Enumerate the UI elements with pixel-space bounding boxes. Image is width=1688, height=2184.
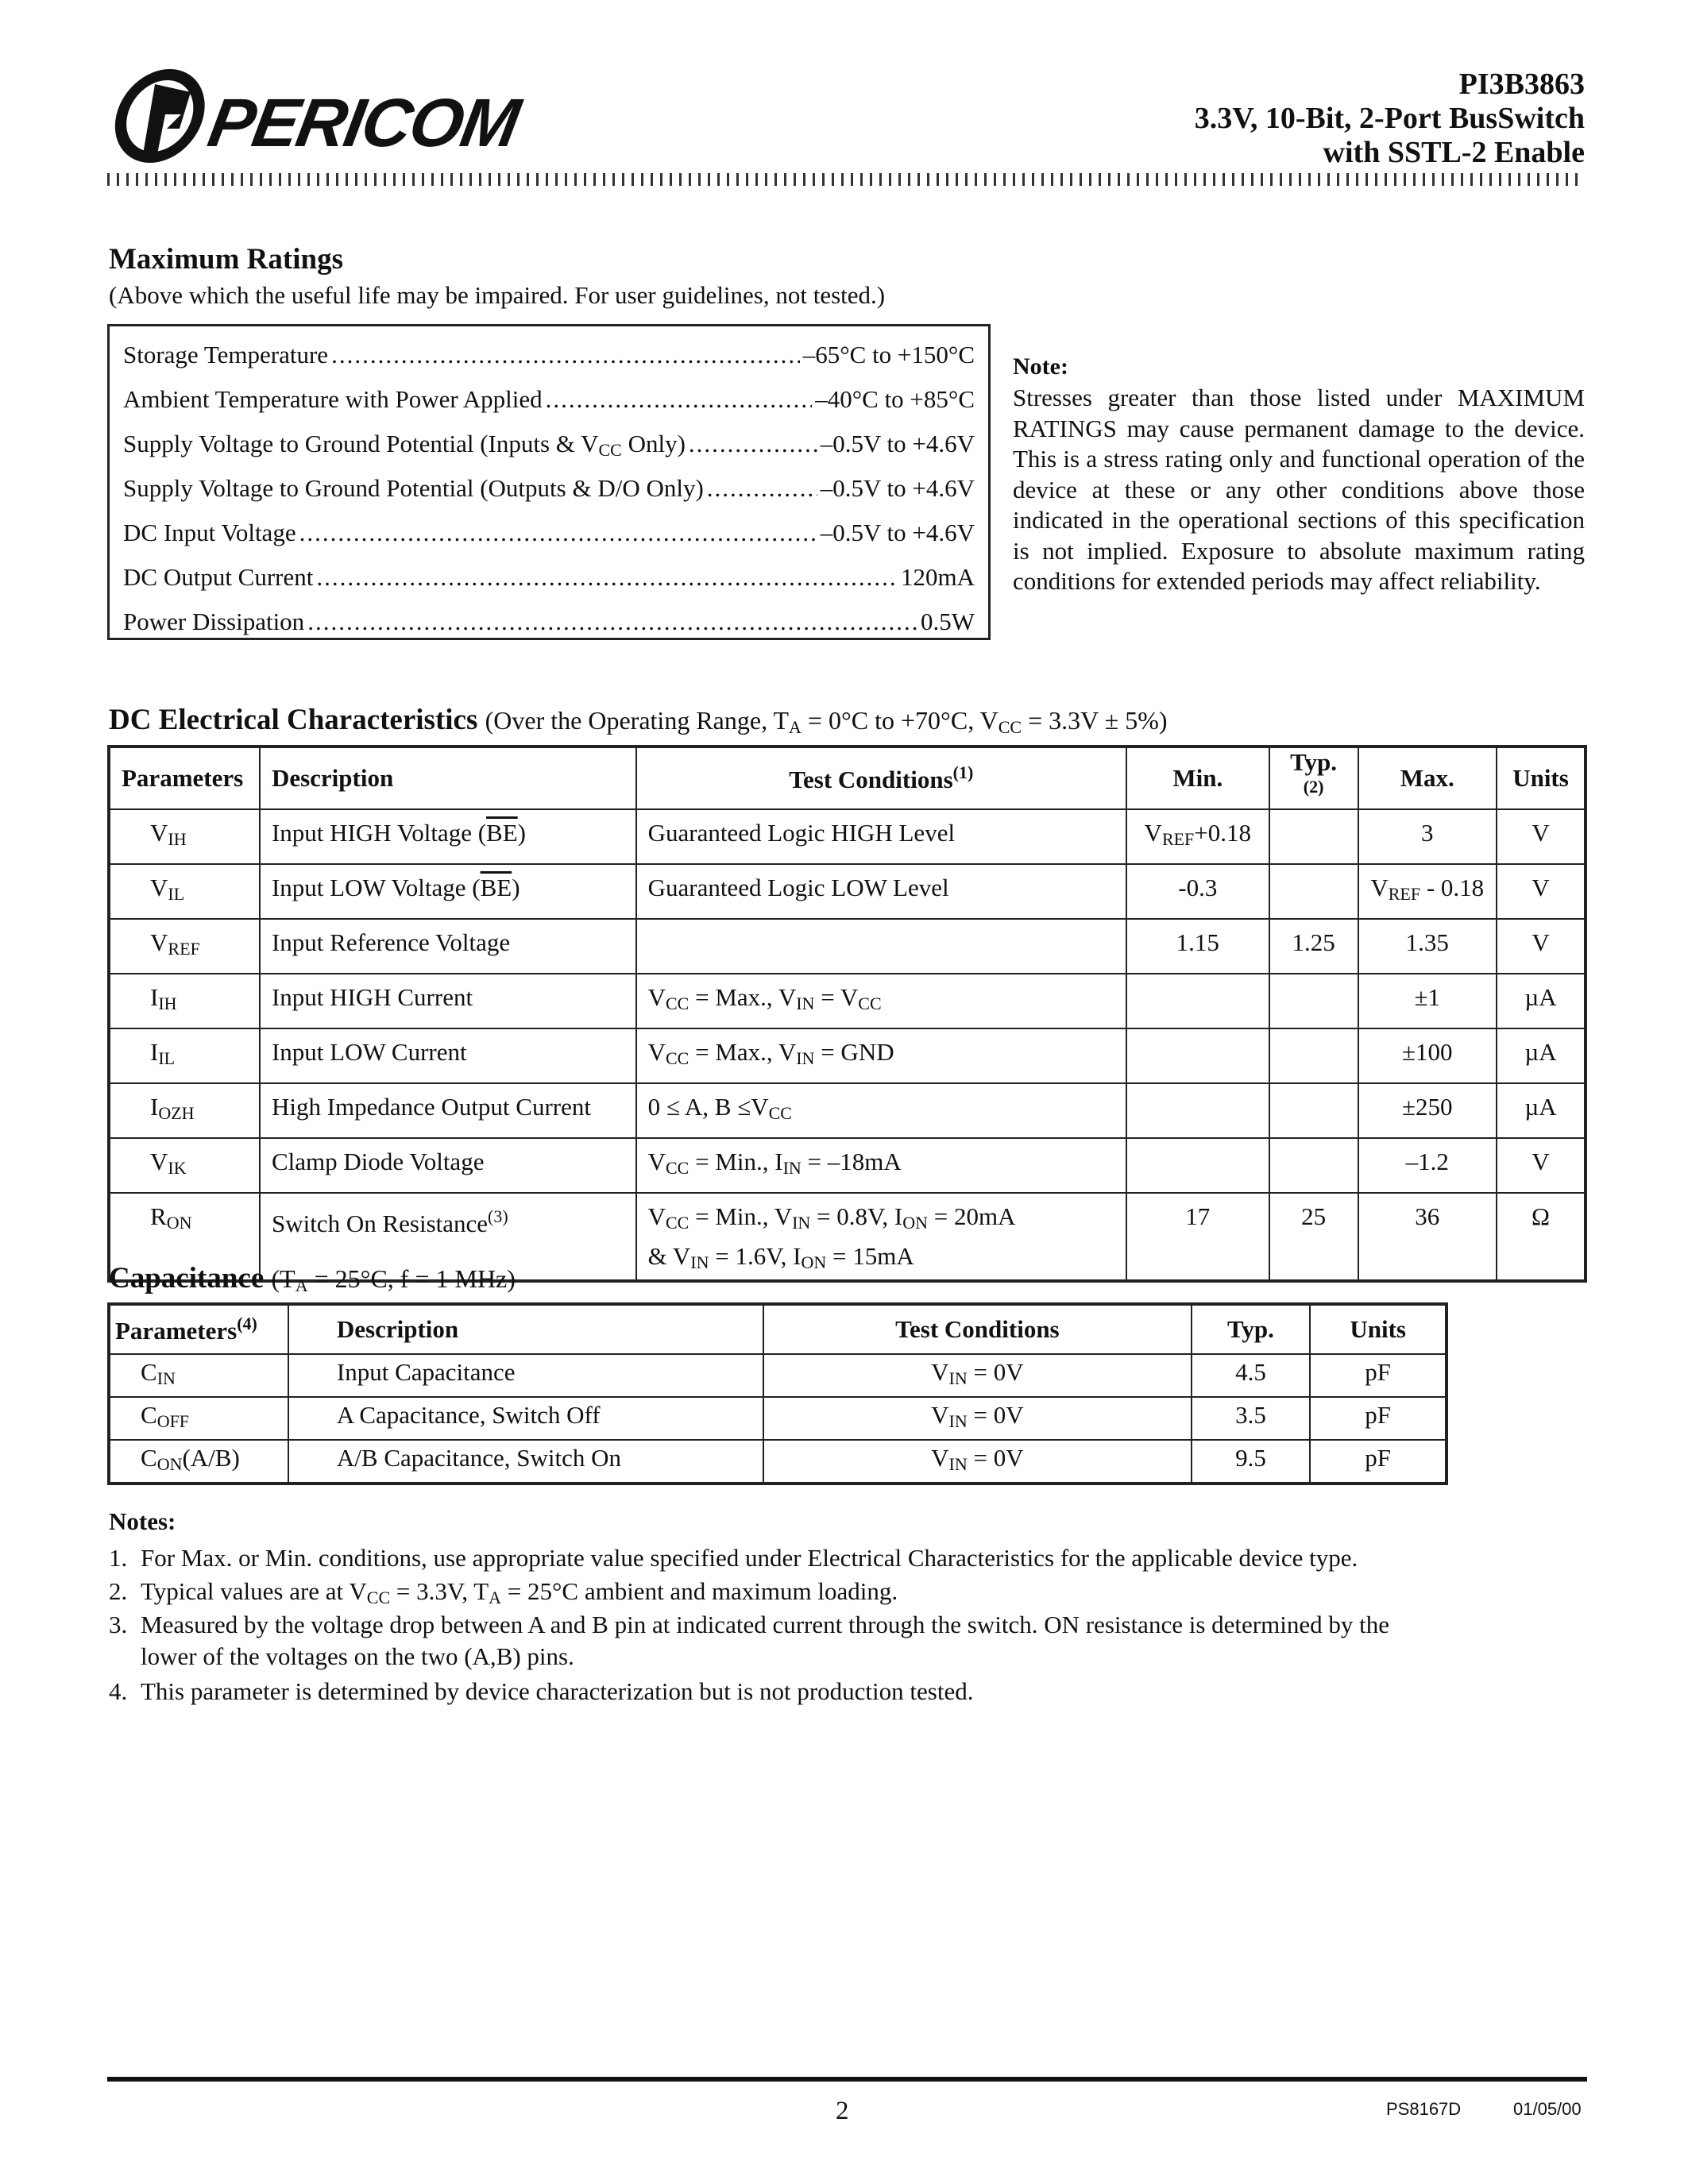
col-header-typ: Typ.: [1192, 1304, 1311, 1354]
description-cell: Input Capacitance: [288, 1354, 763, 1397]
document-date: 01/05/00: [1513, 2099, 1582, 2119]
description-cell: Input LOW Current: [260, 1028, 636, 1083]
rating-value: –65°C to +150°C: [802, 341, 975, 369]
param-cell: $V_{REF}$: [109, 919, 260, 974]
col-header-test-conditions: Test Conditions$^{(1)}$: [636, 747, 1126, 809]
description-cell: Clamp Diode Voltage: [260, 1138, 636, 1193]
max-cell: –1.2: [1358, 1138, 1497, 1193]
units-cell: pF: [1310, 1440, 1447, 1484]
footer-divider: [107, 2077, 1587, 2082]
col-header-units: Units: [1310, 1304, 1447, 1354]
rating-label: Supply Voltage to Ground Potential (Outputs & D/O Only): [123, 474, 704, 502]
typ-cell: [1269, 864, 1358, 919]
test-cell: $V_{CC}$ = Min., $I_{IN} = -18mA$: [636, 1138, 1126, 1193]
param-cell: $I_{OZH}$: [109, 1083, 260, 1138]
test-cell: $V_{CC}$ = Min., $V_{IN} = 0.8V$, $I_{ON} = 20mA$ & $V_{IN} = 1.6V$, $I_{ON} = 15mA$: [636, 1193, 1126, 1281]
table-row: [109, 864, 1586, 919]
doc-title-line1: 3.3V, 10-Bit, 2-Port BusSwitch: [1194, 102, 1585, 135]
col-header-parameters: Parameters: [109, 747, 260, 809]
note-item: 2. Typical values are at $V_{CC} = 3.3V$, $T_A = 25^\circ C$ ambient and maximum loading.: [109, 1577, 898, 1607]
description-cell: A/B Capacitance, Switch On: [288, 1440, 763, 1484]
brand-name: PERICOM: [203, 85, 524, 161]
test-cell: $V_{IN} = 0V$: [763, 1440, 1191, 1484]
col-header-max: Max.: [1358, 747, 1497, 809]
param-cell: $I_{IH}$: [109, 974, 260, 1028]
units-cell: V: [1497, 864, 1586, 919]
max-cell: $V_{REF} - 0.18$: [1358, 864, 1497, 919]
typ-cell: 25: [1269, 1193, 1358, 1281]
table-row: [109, 1440, 1447, 1484]
test-cell: $V_{IN} = 0V$: [763, 1397, 1191, 1440]
test-cell: 0 ≤ A, $B \le V_{CC}$: [636, 1083, 1126, 1138]
max-cell: 1.35: [1358, 919, 1497, 974]
max-cell: ±250: [1358, 1083, 1497, 1138]
rating-row: [123, 430, 975, 461]
rating-label: Ambient Temperature with Power Applied: [123, 385, 543, 413]
min-cell: -0.3: [1126, 864, 1269, 919]
ratings-note-text: Stresses greater than those listed under MAXIMUM RATINGS may cause permanent damage to the device. This is a stress rating only and functional operation of the device at these or any other conditions above those indicated in the operational sections of this specification is not implied. Exposure to absolute maximum rating conditions for extended periods may affect reliability.: [1013, 384, 1585, 595]
capacitance-title: Capacitance ($T_A = 25^\circ C$, f = 1 MHz): [109, 1262, 516, 1295]
note-item: 3. Measured by the voltage drop between A and B pin at indicated current through the switch. ON resistance is determined by the lower of the voltages on the two (A,B) pins.: [109, 1611, 1389, 1670]
dc-characteristics-title: DC Electrical Characteristics (Over the Operating Range, $T_A = 0^\circ C$ to +70°C, $V_{CC} = 3.3V \pm 5\%$): [109, 704, 1168, 737]
rating-value: 120mA: [901, 563, 975, 591]
units-cell: V: [1497, 1138, 1586, 1193]
table-row: [109, 809, 1586, 864]
max-cell: 3: [1358, 809, 1497, 864]
max-ratings-box: [107, 324, 991, 640]
units-cell: Ω: [1497, 1193, 1586, 1281]
test-cell: $V_{CC}$ = Max., $V_{IN} = V_{CC}$: [636, 974, 1126, 1028]
rating-label: Power Dissipation: [123, 608, 305, 635]
max-cell: ±1: [1358, 974, 1497, 1028]
test-cell: $V_{CC}$ = Max., $V_{IN}$ = GND: [636, 1028, 1126, 1083]
header-tick-divider: [107, 173, 1585, 186]
typ-cell: [1269, 974, 1358, 1028]
param-cell: $V_{IK}$: [109, 1138, 260, 1193]
col-header-description: Description: [288, 1304, 763, 1354]
test-cell: $V_{IN} = 0V$: [763, 1354, 1191, 1397]
dc-characteristics-table: [107, 745, 1587, 1283]
description-cell: Input HIGH Voltage $(\overline{BE})$: [260, 809, 636, 864]
rating-value: –40°C to +85°C: [815, 385, 975, 413]
units-cell: µA: [1497, 974, 1586, 1028]
max-ratings-subtitle: (Above which the useful life may be impaired. For user guidelines, not tested.): [109, 281, 886, 309]
dc-conditions: (Over the Operating Range, $T_A = 0^\circ C$ to +70°C, $V_{CC} = 3.3V \pm 5\%$): [485, 706, 1168, 737]
description-cell: High Impedance Output Current: [260, 1083, 636, 1138]
rating-value: –0.5V to +4.6V: [820, 519, 975, 546]
min-cell: [1126, 974, 1269, 1028]
table-row: [109, 1028, 1586, 1083]
test-cell: [636, 919, 1126, 974]
notes-heading: Notes:: [109, 1507, 176, 1535]
note-item: 1. For Max. or Min. conditions, use appropriate value specified under Electrical Characteristics for the applicable device type.: [109, 1544, 1358, 1572]
rating-row: [123, 608, 975, 639]
param-cell: $C_{OFF}$: [109, 1397, 288, 1440]
col-header-parameters: Parameters$^{(4)}$: [109, 1304, 288, 1354]
rating-row: [123, 563, 975, 595]
table-row: [109, 1354, 1447, 1397]
rating-label: DC Output Current: [123, 563, 314, 591]
min-cell: [1126, 1138, 1269, 1193]
doc-title-line2: with SSTL-2 Enable: [1323, 136, 1585, 169]
ratings-note-heading: Note:: [1013, 353, 1068, 380]
capacitance-table: [107, 1302, 1448, 1485]
typ-cell: 9.5: [1192, 1440, 1311, 1484]
param-cell: $I_{IL}$: [109, 1028, 260, 1083]
document-code: PS8167D: [1386, 2099, 1462, 2119]
max-ratings-title: Maximum Ratings: [109, 243, 343, 276]
pericom-logo: [111, 68, 556, 164]
table-row: [109, 1083, 1586, 1138]
param-cell: $C_{ON}(A/B)$: [109, 1440, 288, 1484]
rating-row: [123, 341, 975, 372]
typ-cell: [1269, 1028, 1358, 1083]
units-cell: µA: [1497, 1083, 1586, 1138]
col-header-test-conditions: Test Conditions: [763, 1304, 1191, 1354]
rating-label: DC Input Voltage: [123, 519, 296, 546]
rating-value: –0.5V to +4.6V: [820, 474, 975, 502]
max-cell: 36: [1358, 1193, 1497, 1281]
param-cell: $V_{IL}$: [109, 864, 260, 919]
description-cell: Input Reference Voltage: [260, 919, 636, 974]
units-cell: µA: [1497, 1028, 1586, 1083]
note-item: 4. This parameter is determined by device characterization but is not production tested.: [109, 1677, 974, 1705]
table-row: [109, 919, 1586, 974]
typ-cell: [1269, 809, 1358, 864]
description-cell: Input HIGH Current: [260, 974, 636, 1028]
min-cell: 1.15: [1126, 919, 1269, 974]
capacitance-conditions: ($T_A = 25^\circ C$, f = 1 MHz): [271, 1264, 516, 1295]
table-row: [109, 1138, 1586, 1193]
description-cell: A Capacitance, Switch Off: [288, 1397, 763, 1440]
rating-row: [123, 385, 975, 417]
test-cell: Guaranteed Logic HIGH Level: [636, 809, 1126, 864]
units-cell: V: [1497, 809, 1586, 864]
logo-mark-icon: [113, 75, 207, 157]
min-cell: $V_{REF}+0.18$: [1126, 809, 1269, 864]
max-cell: ±100: [1358, 1028, 1497, 1083]
rating-value: 0.5W: [920, 608, 975, 635]
typ-cell: [1269, 1083, 1358, 1138]
table-row: [109, 1397, 1447, 1440]
table-header-row: [109, 747, 1586, 809]
col-header-typ: Typ.$^{(2)}$: [1269, 747, 1358, 809]
page-number: 2: [836, 2097, 849, 2125]
col-header-description: Description: [260, 747, 636, 809]
col-header-min: Min.: [1126, 747, 1269, 809]
table-row: [109, 974, 1586, 1028]
table-header-row: [109, 1304, 1447, 1354]
rating-row: [123, 519, 975, 550]
typ-cell: 4.5: [1192, 1354, 1311, 1397]
min-cell: 17: [1126, 1193, 1269, 1281]
typ-cell: [1269, 1138, 1358, 1193]
param-cell: $R_{ON}$: [109, 1193, 260, 1281]
col-header-units: Units: [1497, 747, 1586, 809]
param-cell: $C_{IN}$: [109, 1354, 288, 1397]
part-number: PI3B3863: [1458, 68, 1585, 101]
min-cell: [1126, 1083, 1269, 1138]
units-cell: pF: [1310, 1354, 1447, 1397]
rating-value: –0.5V to +4.6V: [820, 430, 975, 457]
min-cell: [1126, 1028, 1269, 1083]
rating-row: [123, 474, 975, 506]
test-cell: Guaranteed Logic LOW Level: [636, 864, 1126, 919]
rating-label: Storage Temperature: [123, 341, 329, 369]
description-cell: Switch On Resistance$^{(3)}$: [260, 1193, 636, 1281]
rating-label: Supply Voltage to Ground Potential (Inputs & $V_{CC}$ Only): [123, 430, 686, 460]
description-cell: Input LOW Voltage $(\overline{BE})$: [260, 864, 636, 919]
units-cell: V: [1497, 919, 1586, 974]
param-cell: $V_{IH}$: [109, 809, 260, 864]
typ-cell: 3.5: [1192, 1397, 1311, 1440]
units-cell: pF: [1310, 1397, 1447, 1440]
typ-cell: 1.25: [1269, 919, 1358, 974]
